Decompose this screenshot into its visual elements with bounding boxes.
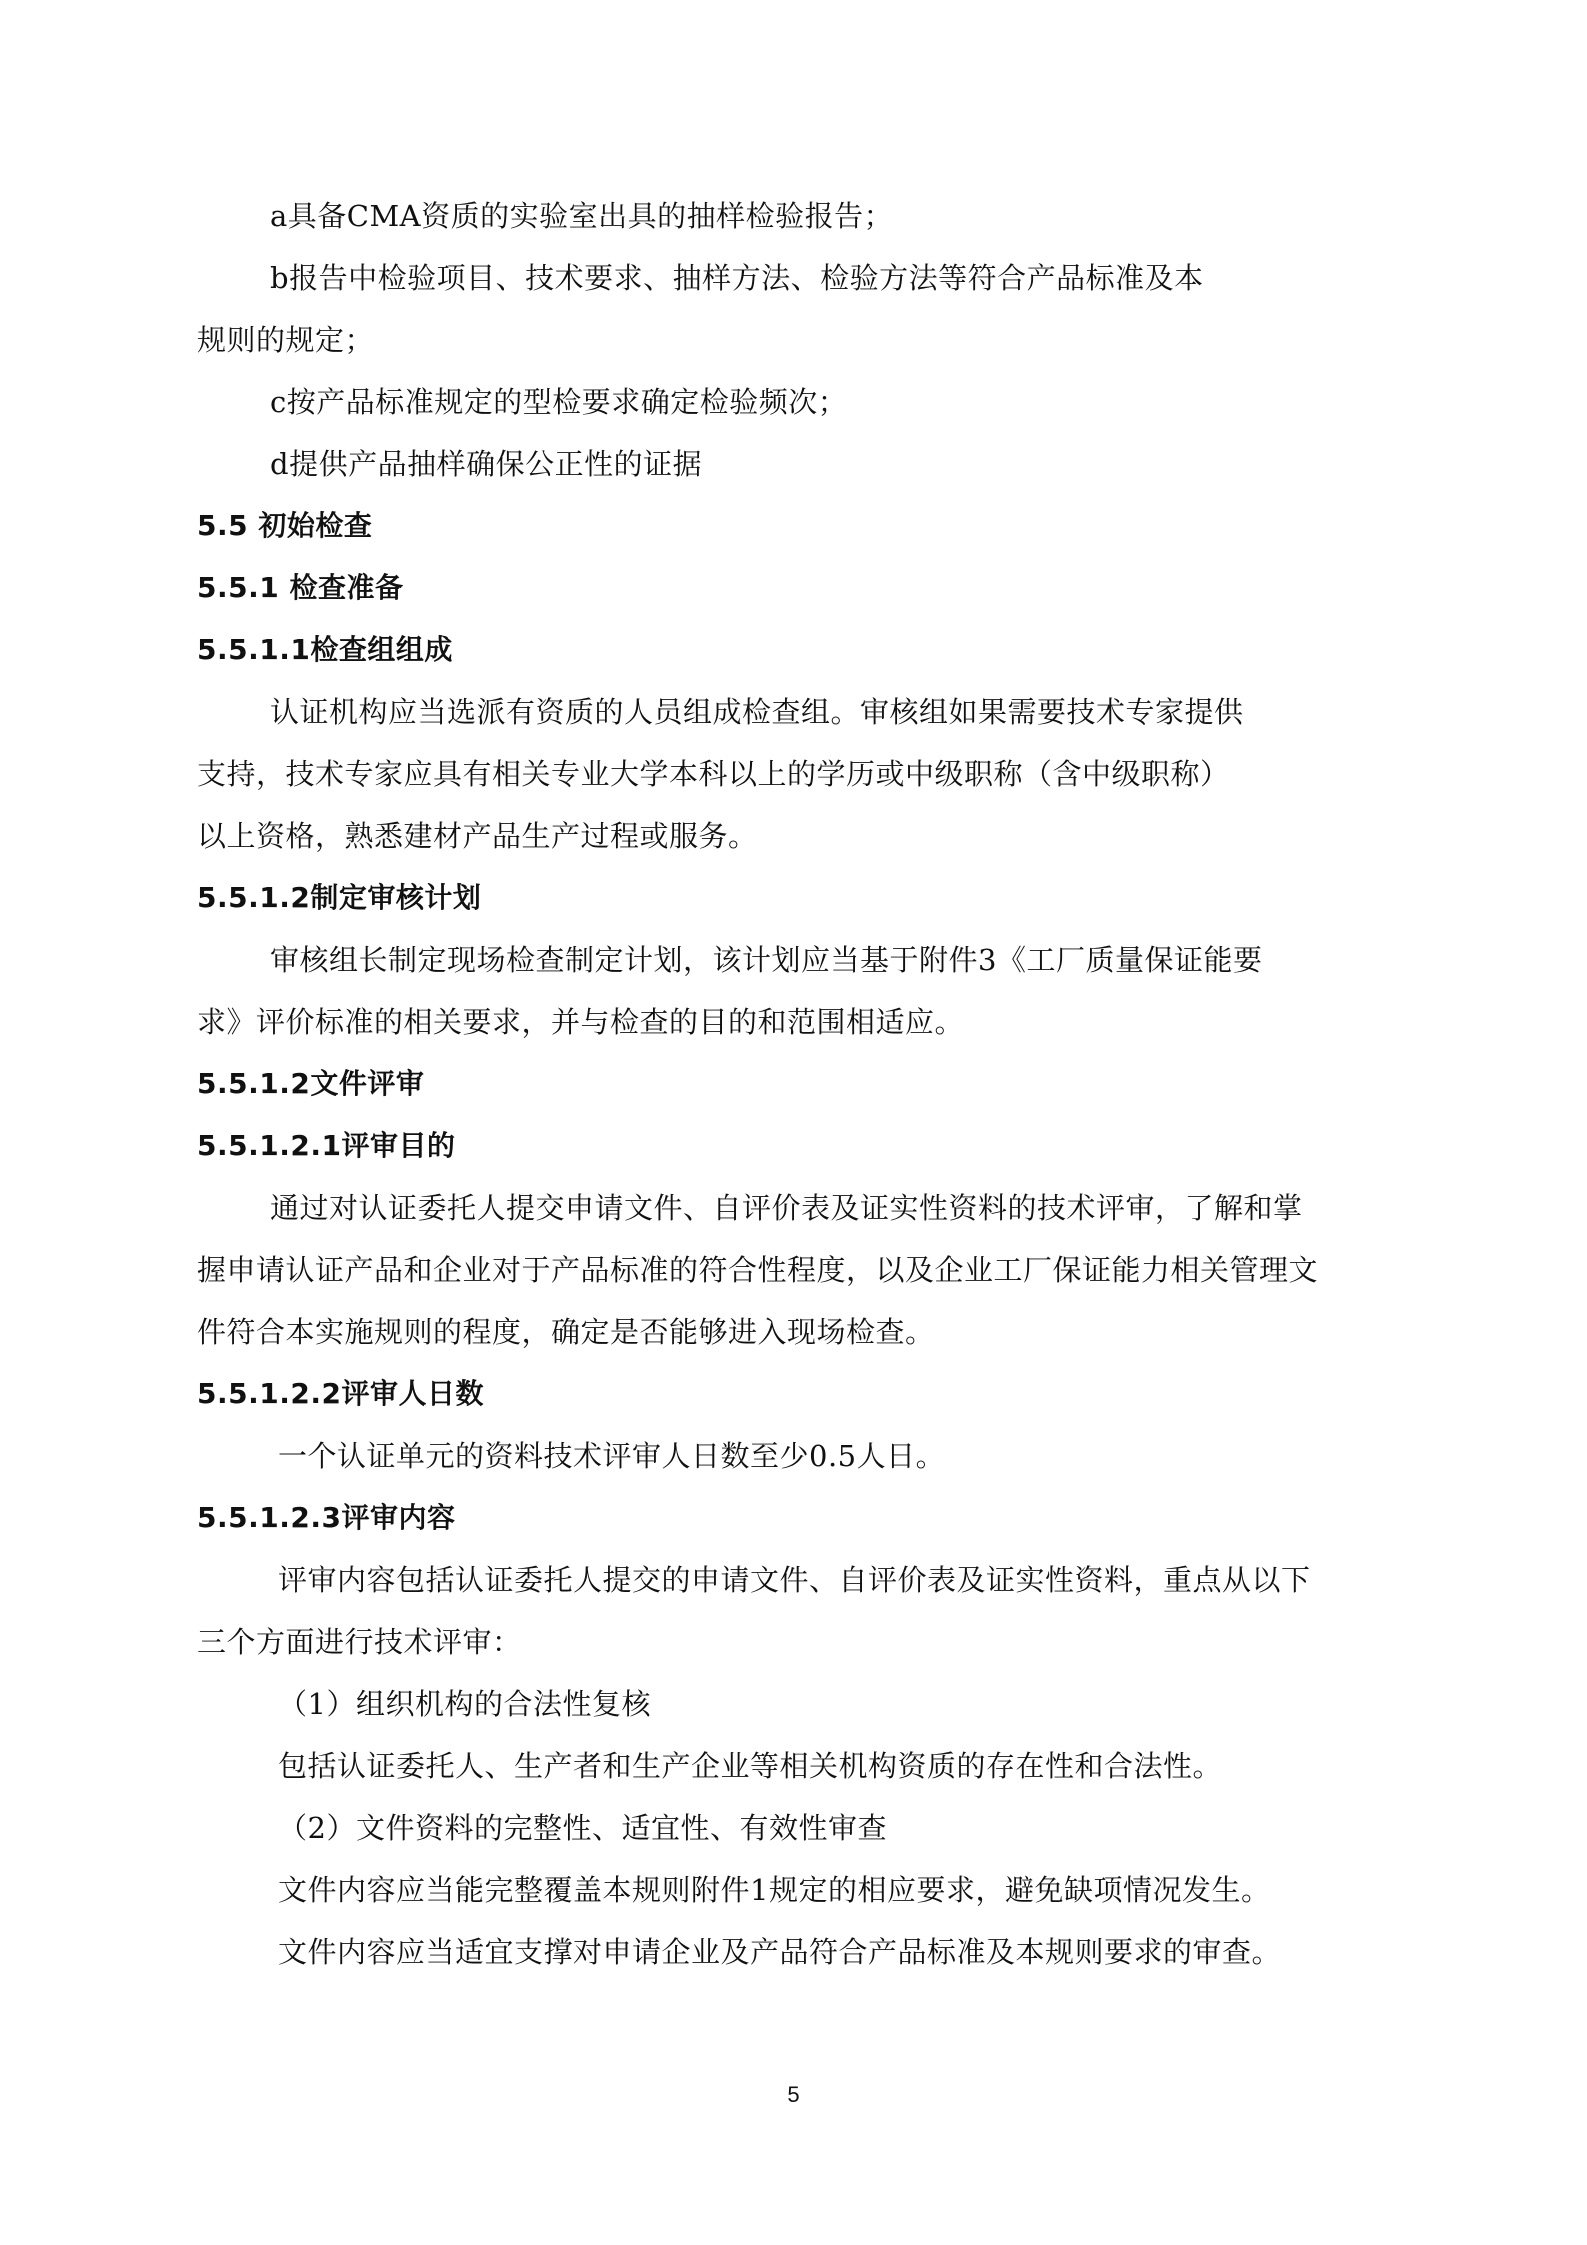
heading-5-5-1-2-3: 5.5.1.2.3评审内容 [197, 1501, 456, 1534]
paragraph-line: 文件内容应当能完整覆盖本规则附件1规定的相应要求，避免缺项情况发生。 [278, 1873, 1271, 1907]
paragraph-line: 审核组长制定现场检查制定计划，该计划应当基于附件3《工厂质量保证能要 [270, 943, 1263, 977]
list-item-b: b报告中检验项目、技术要求、抽样方法、检验方法等符合产品标准及本 [270, 261, 1204, 295]
heading-5-5-1-2-2: 5.5.1.2.2评审人日数 [197, 1377, 484, 1410]
paragraph-line: 以上资格，熟悉建材产品生产过程或服务。 [197, 819, 758, 853]
paragraph-line: 包括认证委托人、生产者和生产企业等相关机构资质的存在性和合法性。 [278, 1749, 1223, 1783]
paragraph-line: 一个认证单元的资料技术评审人日数至少0.5人日。 [278, 1439, 946, 1473]
paragraph-line: 求》评价标准的相关要求，并与检查的目的和范围相适应。 [197, 1005, 965, 1039]
heading-5-5-1: 5.5.1 检查准备 [197, 571, 404, 604]
paragraph-line: 支持，技术专家应具有相关专业大学本科以上的学历或中级职称（含中级职称） [197, 757, 1230, 791]
heading-5-5: 5.5 初始检查 [197, 509, 373, 542]
heading-5-5-1-2-review: 5.5.1.2文件评审 [197, 1067, 425, 1100]
paragraph-line: 评审内容包括认证委托人提交的申请文件、自评价表及证实性资料，重点从以下 [278, 1563, 1311, 1597]
list-item-d: d提供产品抽样确保公正性的证据 [270, 447, 703, 481]
paragraph-line: 三个方面进行技术评审： [197, 1625, 522, 1659]
sub-item-1: （1）组织机构的合法性复核 [278, 1687, 651, 1721]
paragraph-line: 文件内容应当适宜支撑对申请企业及产品符合产品标准及本规则要求的审查。 [278, 1935, 1282, 1969]
sub-item-2: （2）文件资料的完整性、适宜性、有效性审查 [278, 1811, 887, 1845]
list-item-b-cont: 规则的规定； [197, 323, 375, 357]
paragraph-line: 通过对认证委托人提交申请文件、自评价表及证实性资料的技术评审，了解和掌 [270, 1191, 1303, 1225]
list-item-a: a具备CMA资质的实验室出具的抽样检验报告； [270, 199, 894, 233]
heading-5-5-1-2-1: 5.5.1.2.1评审目的 [197, 1129, 456, 1162]
heading-5-5-1-1: 5.5.1.1检查组组成 [197, 633, 453, 666]
page-number: 5 [787, 2082, 800, 2107]
paragraph-line: 握申请认证产品和企业对于产品标准的符合性程度，以及企业工厂保证能力相关管理文 [197, 1253, 1319, 1287]
paragraph-line: 认证机构应当选派有资质的人员组成检查组。审核组如果需要技术专家提供 [270, 695, 1244, 729]
list-item-c: c按产品标准规定的型检要求确定检验频次； [270, 385, 848, 419]
heading-5-5-1-2-plan: 5.5.1.2制定审核计划 [197, 881, 482, 914]
paragraph-line: 件符合本实施规则的程度，确定是否能够进入现场检查。 [197, 1315, 935, 1349]
